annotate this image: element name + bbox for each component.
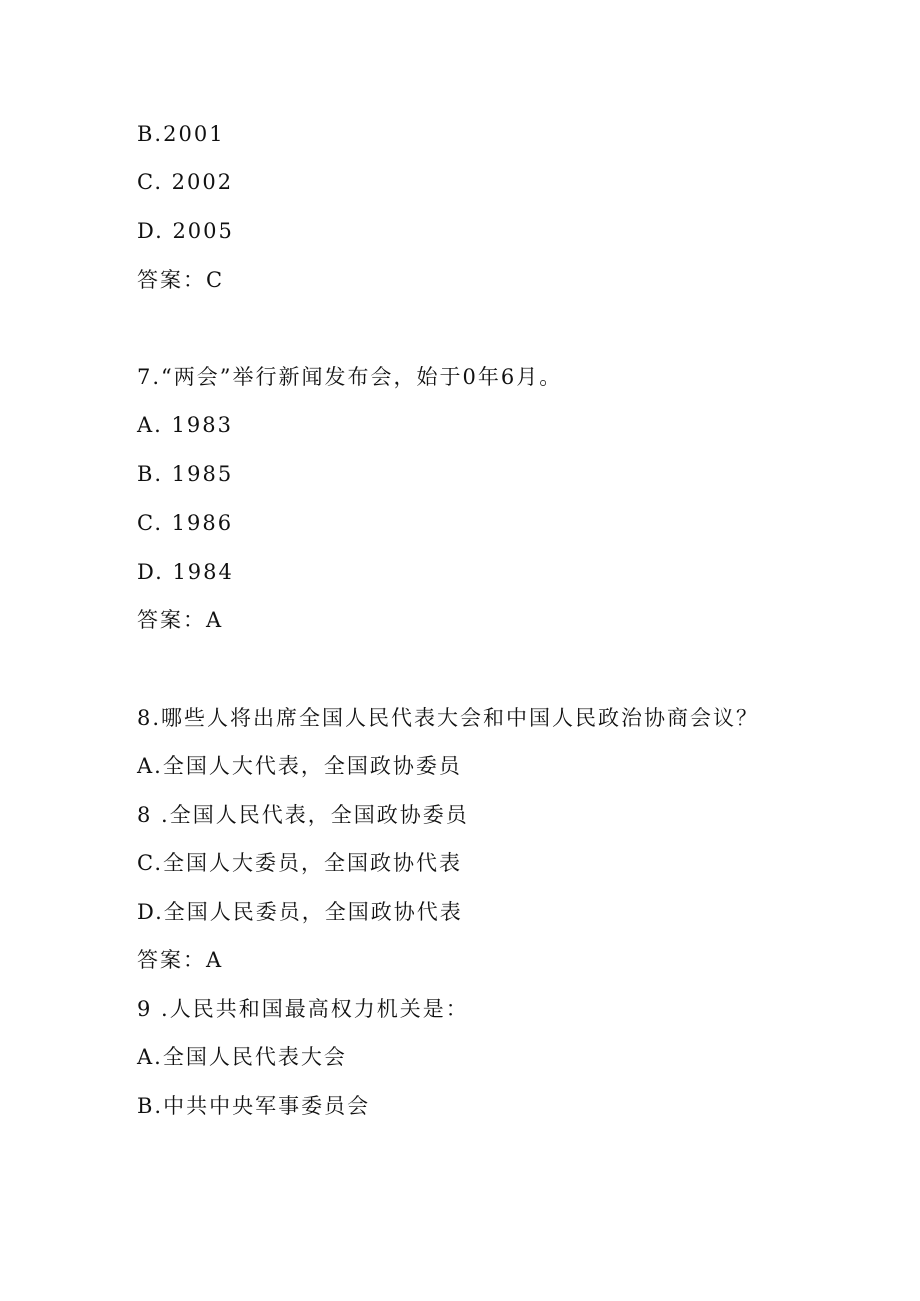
answer-q8: 答案：A	[137, 948, 224, 972]
option-d-q8: D.全国人民委员，全国政协代表	[137, 900, 463, 924]
option-b-q6: B.2001	[137, 122, 225, 146]
option-b-q7: B. 1985	[137, 462, 234, 486]
option-b-q9: B.中共中央军事委员会	[137, 1094, 371, 1118]
question-9: 9 .人民共和国最高权力机关是：	[137, 997, 469, 1021]
option-c-q8: C.全国人大委员，全国政协代表	[137, 851, 462, 875]
option-a-q8: A.全国人大代表，全国政协委员	[137, 754, 462, 778]
question-7: 7.“两会”举行新闻发布会，始于0年6月。	[137, 365, 563, 389]
option-b-q8: 8 .全国人民代表，全国政协委员	[137, 803, 469, 827]
answer-q7: 答案：A	[137, 608, 224, 632]
option-c-q6: C. 2002	[137, 170, 234, 194]
question-8: 8.哪些人将出席全国人民代表大会和中国人民政治协商会议？	[137, 706, 760, 730]
option-d-q7: D. 1984	[137, 560, 234, 584]
option-a-q9: A.全国人民代表大会	[137, 1045, 347, 1069]
option-a-q7: A. 1983	[137, 413, 233, 437]
option-d-q6: D. 2005	[137, 219, 234, 243]
option-c-q7: C. 1986	[137, 511, 234, 535]
answer-q6: 答案：C	[137, 268, 225, 292]
